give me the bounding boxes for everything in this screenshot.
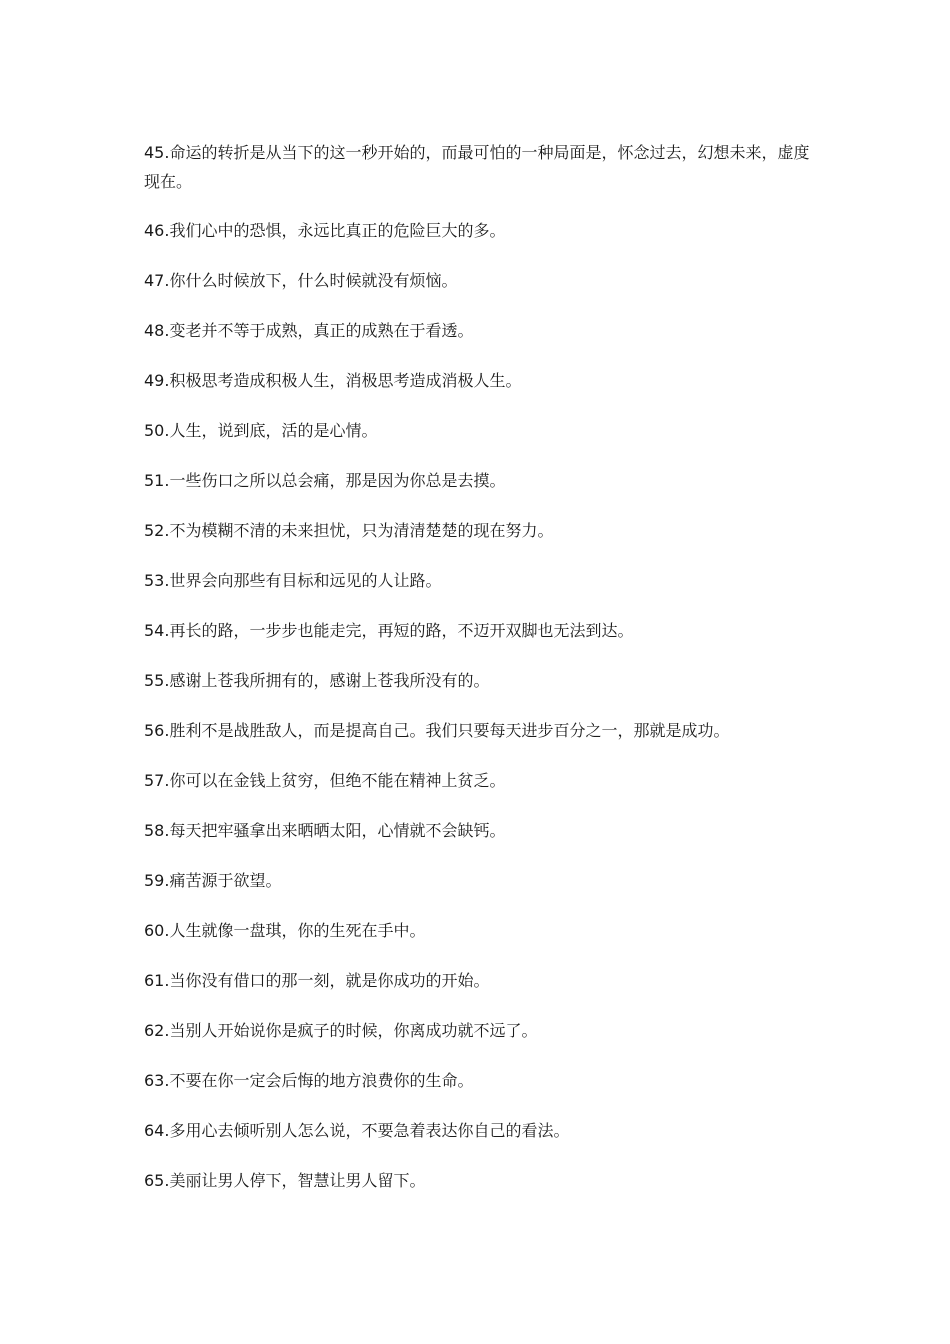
quote-55: 55.感谢上苍我所拥有的，感谢上苍我所没有的。: [144, 671, 490, 690]
quote-58: 58.每天把牢骚拿出来晒晒太阳，心情就不会缺钙。: [144, 821, 506, 840]
quote-65: 65.美丽让男人停下，智慧让男人留下。: [144, 1171, 426, 1190]
quote-54: 54.再长的路，一步步也能走完，再短的路，不迈开双脚也无法到达。: [144, 621, 634, 640]
quote-60: 60.人生就像一盘琪，你的生死在手中。: [144, 921, 426, 940]
quote-46: 46.我们心中的恐惧，永远比真正的危险巨大的多。: [144, 221, 506, 240]
quote-62: 62.当别人开始说你是疯子的时候，你离成功就不远了。: [144, 1021, 538, 1040]
quote-57: 57.你可以在金钱上贫穷，但绝不能在精神上贫乏。: [144, 771, 506, 790]
quote-63: 63.不要在你一定会后悔的地方浪费你的生命。: [144, 1071, 474, 1090]
quote-list: [144, 138, 814, 1216]
quote-51: 51.一些伤口之所以总会痛，那是因为你总是去摸。: [144, 471, 506, 490]
quote-50: 50.人生，说到底，活的是心情。: [144, 421, 378, 440]
quote-56: 56.胜利不是战胜敌人，而是提高自己。我们只要每天进步百分之一，那就是成功。: [144, 721, 730, 740]
quote-45: 45.命运的转折是从当下的这一秒开始的，而最可怕的一种局面是，怀念过去，幻想未来，虚度现在。: [144, 143, 810, 191]
quote-48: 48.变老并不等于成熟，真正的成熟在于看透。: [144, 321, 474, 340]
quote-53: 53.世界会向那些有目标和远见的人让路。: [144, 571, 442, 590]
quote-59: 59.痛苦源于欲望。: [144, 871, 282, 890]
quote-49: 49.积极思考造成积极人生，消极思考造成消极人生。: [144, 371, 522, 390]
quote-64: 64.多用心去倾听别人怎么说，不要急着表达你自己的看法。: [144, 1121, 570, 1140]
quote-47: 47.你什么时候放下，什么时候就没有烦恼。: [144, 271, 458, 290]
quote-52: 52.不为模糊不清的未来担忧，只为清清楚楚的现在努力。: [144, 521, 554, 540]
quote-61: 61.当你没有借口的那一刻，就是你成功的开始。: [144, 971, 490, 990]
